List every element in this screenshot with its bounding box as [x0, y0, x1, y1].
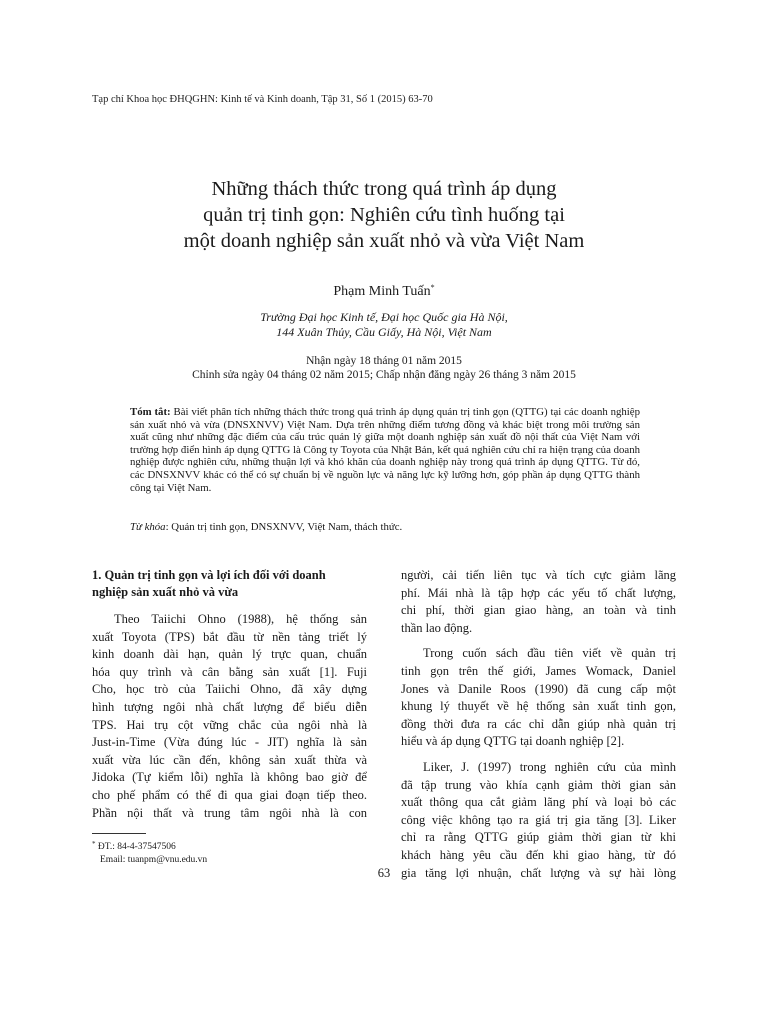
- affiliation: [90, 310, 678, 340]
- footnote-phone: ĐT.: 84-4-37547506: [97, 842, 176, 852]
- abstract: [130, 406, 640, 494]
- received-date: Nhận ngày 18 tháng 01 năm 2015: [306, 355, 462, 367]
- section-heading-line: 1. Quản trị tinh gọn và lợi ích đối với doanh: [92, 568, 326, 582]
- author-footnote-mark: *: [430, 283, 435, 292]
- title-line: Những thách thức trong quá trình áp dụng: [211, 178, 557, 200]
- footnote-email: Email: tuanpm@vnu.edu.vn: [100, 855, 208, 865]
- journal-header: Tạp chí Khoa học ĐHQGHN: Kinh tế và Kinh doanh, Tập 31, Số 1 (2015) 63-70: [92, 94, 433, 105]
- publication-dates: [90, 354, 678, 382]
- keywords: [130, 521, 640, 533]
- abstract-label: Tóm tắt:: [130, 406, 171, 418]
- text-line: kinh doanh dài hạn, quản lý trực quan, chuẩn: [92, 647, 367, 662]
- text-line: hóa quy trình và cân bằng sản xuất [1]. Fuji: [92, 664, 367, 679]
- text-line: hiểu và áp dụng QTTG tại doanh nghiệp [2].: [401, 734, 625, 749]
- text-line: phí. Mái nhà là tập hợp các yếu tố chất lượng,: [401, 585, 676, 600]
- text-line: Cho, học trò của Taiichi Ohno, đã xây dựng: [92, 682, 367, 697]
- affiliation-line: Trường Đại học Kinh tế, Đại học Quốc gia Hà Nội,: [260, 310, 508, 324]
- text-line: xuất vừa lúc cần đến, không sản xuất thừa và: [92, 752, 367, 767]
- abstract-text: Bài viết phân tích những thách thức trong quá trình áp dụng quản trị tinh gọn (QTTG) tại các doanh nghiệp sản xuất nhỏ và vừa (DNSXNVV) Việt Nam. Dựa trên những điểm tương đồng và khác biệt trong môi trường sản xuất cũng như những đặc điểm của cấu trúc quản lý giữa một doanh nghiệp sản xuất đồ nội thất của Việt Nam với trường hợp điển hình áp dụng QTTG là Công ty Toyota của Nhật Bản, kết quả nghiên cứu chỉ ra hiện trạng của doanh nghiệp được nghiên cứu, những thuận lợi và khó khăn của doanh nghiệp này trong quá trình áp dụng QTTG. Từ đó, các DNSXNVV khác có thể có sự chuẩn bị về nguồn lực và năng lực kỹ lưỡng hơn, góp phần áp dụng QTTG thành công tại Việt Nam.: [130, 406, 640, 494]
- text-line: khách hàng yêu cầu đến khi giao hàng, từ đó: [401, 847, 676, 862]
- title-line: một doanh nghiệp sản xuất nhỏ và vừa Việt Nam: [183, 230, 585, 252]
- paragraph: [92, 611, 367, 822]
- author: [90, 283, 678, 300]
- text-line: Trong cuốn sách đầu tiên viết về quản trị: [423, 646, 676, 661]
- paragraph: [401, 567, 676, 637]
- section-heading: [92, 567, 367, 601]
- keywords-text: : Quản trị tinh gọn, DNSXNVV, Việt Nam, thách thức.: [165, 521, 403, 533]
- text-line: Jones và Danile Roos (1990) đã cung cấp một: [401, 681, 676, 696]
- footnote: [92, 838, 207, 867]
- text-line: chi phí, thời gian giao hàng, an toàn và tinh: [401, 603, 676, 618]
- text-line: Jidoka (Tự kiểm lỗi) nghĩa là không bao giờ để: [92, 770, 367, 785]
- right-column: [401, 567, 676, 890]
- article-title: [90, 176, 678, 254]
- page-number: 63: [377, 866, 391, 880]
- footnote-divider: [92, 833, 146, 834]
- text-line: cho phế phẩm có thể đi qua giai đoạn tiếp theo.: [92, 787, 367, 802]
- text-line: đã tập trung vào khía cạnh giảm thời gian sản: [401, 777, 676, 792]
- text-line: gia tăng lợi nhuận, chất lượng và sự hài lòng: [401, 865, 676, 880]
- text-line: chỉ ra rằng QTTG giúp giảm thời gian từ khi: [401, 830, 676, 845]
- text-line: xuất Toyota (TPS) bắt đầu từ nền tảng triết lý: [92, 629, 367, 644]
- revised-accepted-date: Chỉnh sửa ngày 04 tháng 02 năm 2015; Chấp nhận đăng ngày 26 tháng 3 năm 2015: [192, 369, 576, 381]
- paragraph: [401, 759, 676, 882]
- section-heading-line: nghiệp sản xuất nhỏ và vừa: [92, 585, 239, 599]
- text-line: Just-in-Time (Vừa đúng lúc - JIT) nghĩa là sản: [92, 735, 367, 750]
- text-line: Theo Taiichi Ohno (1988), hệ thống sản: [114, 612, 367, 626]
- text-line: công việc không tạo ra giá trị gia tăng [3]. Liker: [401, 812, 676, 827]
- author-name: Phạm Minh Tuấn: [333, 284, 431, 299]
- text-line: hình tượng ngôi nhà chất lượng để biểu diễn: [92, 699, 367, 714]
- affiliation-line: 144 Xuân Thủy, Cầu Giấy, Hà Nội, Việt Nam: [276, 325, 492, 339]
- text-line: TPS. Hai trụ cột vững chắc của ngôi nhà là: [92, 717, 367, 732]
- footnote-mark: *: [92, 840, 96, 848]
- paragraph: [401, 645, 676, 751]
- keywords-label: Từ khóa: [130, 521, 166, 533]
- text-line: Phần nội thất và trung tâm ngôi nhà là con: [92, 805, 367, 820]
- text-line: xuất thông qua cắt giảm lãng phí và loại bỏ các: [401, 795, 676, 810]
- text-line: tinh gọn trên thế giới, James Womack, Daniel: [401, 663, 676, 678]
- text-line: Liker, J. (1997) trong nghiên cứu của mình: [423, 759, 676, 774]
- text-line: thần lao động.: [401, 620, 473, 635]
- text-line: khung lý thuyết về hệ thống sản xuất tinh gọn,: [401, 699, 676, 714]
- text-line: người, cải tiến liên tục và tích cực giảm lãng: [401, 568, 676, 582]
- title-line: quản trị tinh gọn: Nghiên cứu tình huống tại: [203, 204, 565, 226]
- text-line: đồng thời đưa ra các chỉ dẫn giúp nhà quản trị: [401, 716, 676, 731]
- left-column: [92, 567, 367, 822]
